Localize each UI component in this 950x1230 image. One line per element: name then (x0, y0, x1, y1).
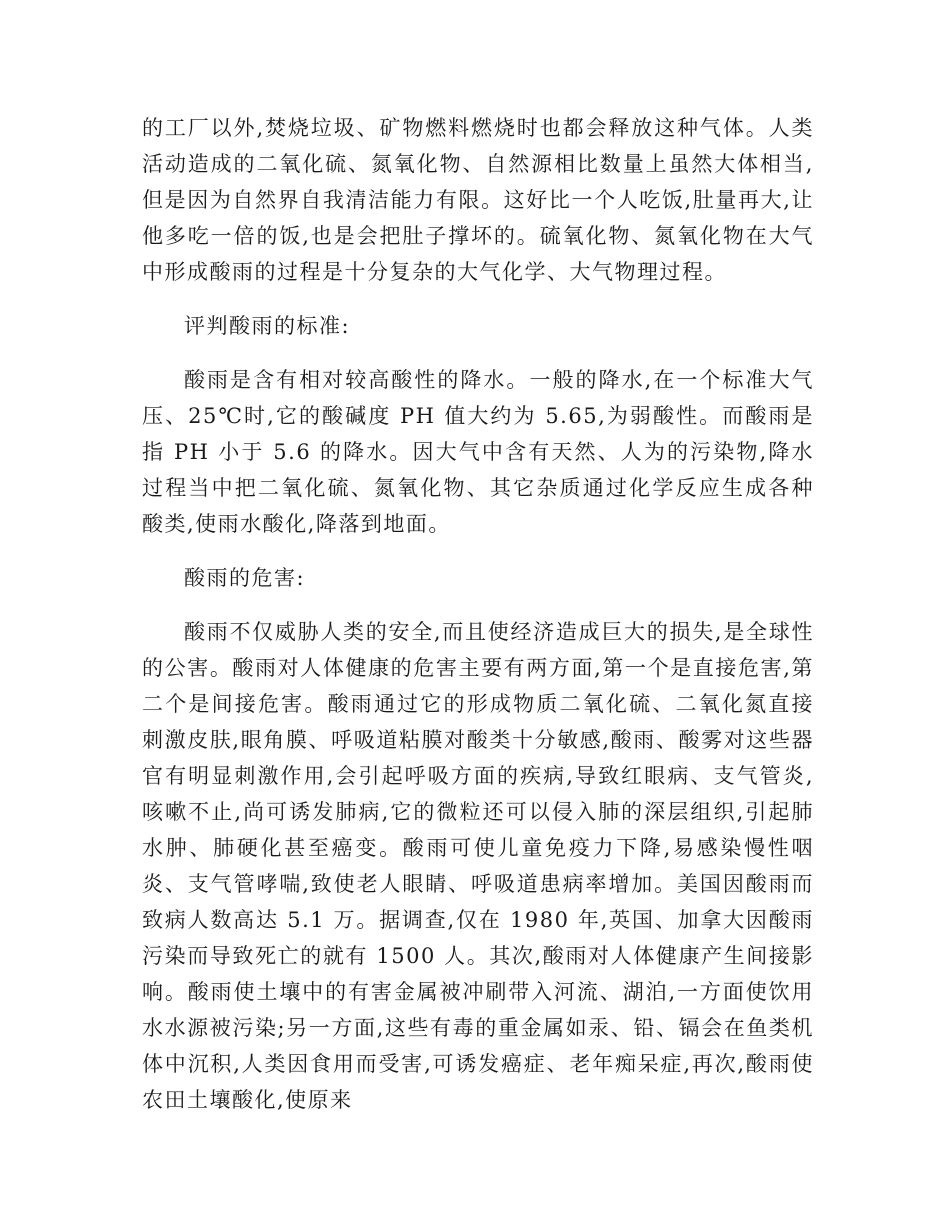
paragraph-acid-rain-harm: 酸雨不仅威胁人类的安全,而且使经济造成巨大的损失,是全球性的公害。酸雨对人体健康的危害主要有两方面,第一个是直接危害,第二个是间接危害。酸雨通过它的形成物质二氧化硫、二氧化氮直接刺激皮肤,眼角膜、呼吸道粘膜对酸类十分敏感,酸雨、酸雾对这些器官有明显刺激作用,会引起呼吸方面的疾病,导致红眼病、支气管炎,咳嗽不止,尚可诱发肺病,它的微粒还可以侵入肺的深层组织,引起肺水肿、肺硬化甚至癌变。酸雨可使儿童免疫力下降,易感染慢性咽炎、支气管哮喘,致使老人眼睛、呼吸道患病率增加。美国因酸雨而致病人数高达 5.1 万。据调查,仅在 1980 年,英国、加拿大因酸雨污染而导致死亡的就有 1500 人。其次,酸雨对人体健康产生间接影响。酸雨使土壤中的有害金属被冲刷带入河流、湖泊,一方面使饮用水水源被污染;另一方面,这些有毒的重金属如汞、铅、镉会在鱼类机体中沉积,人类因食用而受害,可诱发癌症、老年痴呆症,再次,酸雨使农田土壤酸化,使原来 (142, 620, 814, 1112)
section-heading-acid-rain-standard: 评判酸雨的标准: (184, 314, 351, 338)
paragraph-acid-rain-definition: 酸雨是含有相对较高酸性的降水。一般的降水,在一个标准大气压、25℃时,它的酸碱度 PH 值大约为 5.65,为弱酸性。而酸雨是指 PH 小于 5.6 的降水。因大气中含有天然、人为的污染物,降水过程当中把二氧化硫、氮氧化物、其它杂质通过化学反应生成各种酸类,使雨水酸化,降落到地面。 (142, 368, 814, 536)
document-body (142, 110, 814, 1118)
paragraph-intro-continuation: 的工厂以外,焚烧垃圾、矿物燃料燃烧时也都会释放这种气体。人类活动造成的二氧化硫、氮氧化物、自然源相比数量上虽然大体相当,但是因为自然界自我清洁能力有限。这好比一个人吃饭,肚量再大,让他多吃一倍的饭,也是会把肚子撑坏的。硫氧化物、氮氧化物在大气中形成酸雨的过程是十分复杂的大气化学、大气物理过程。 (142, 116, 814, 284)
section-heading-acid-rain-harm: 酸雨的危害: (184, 566, 306, 590)
